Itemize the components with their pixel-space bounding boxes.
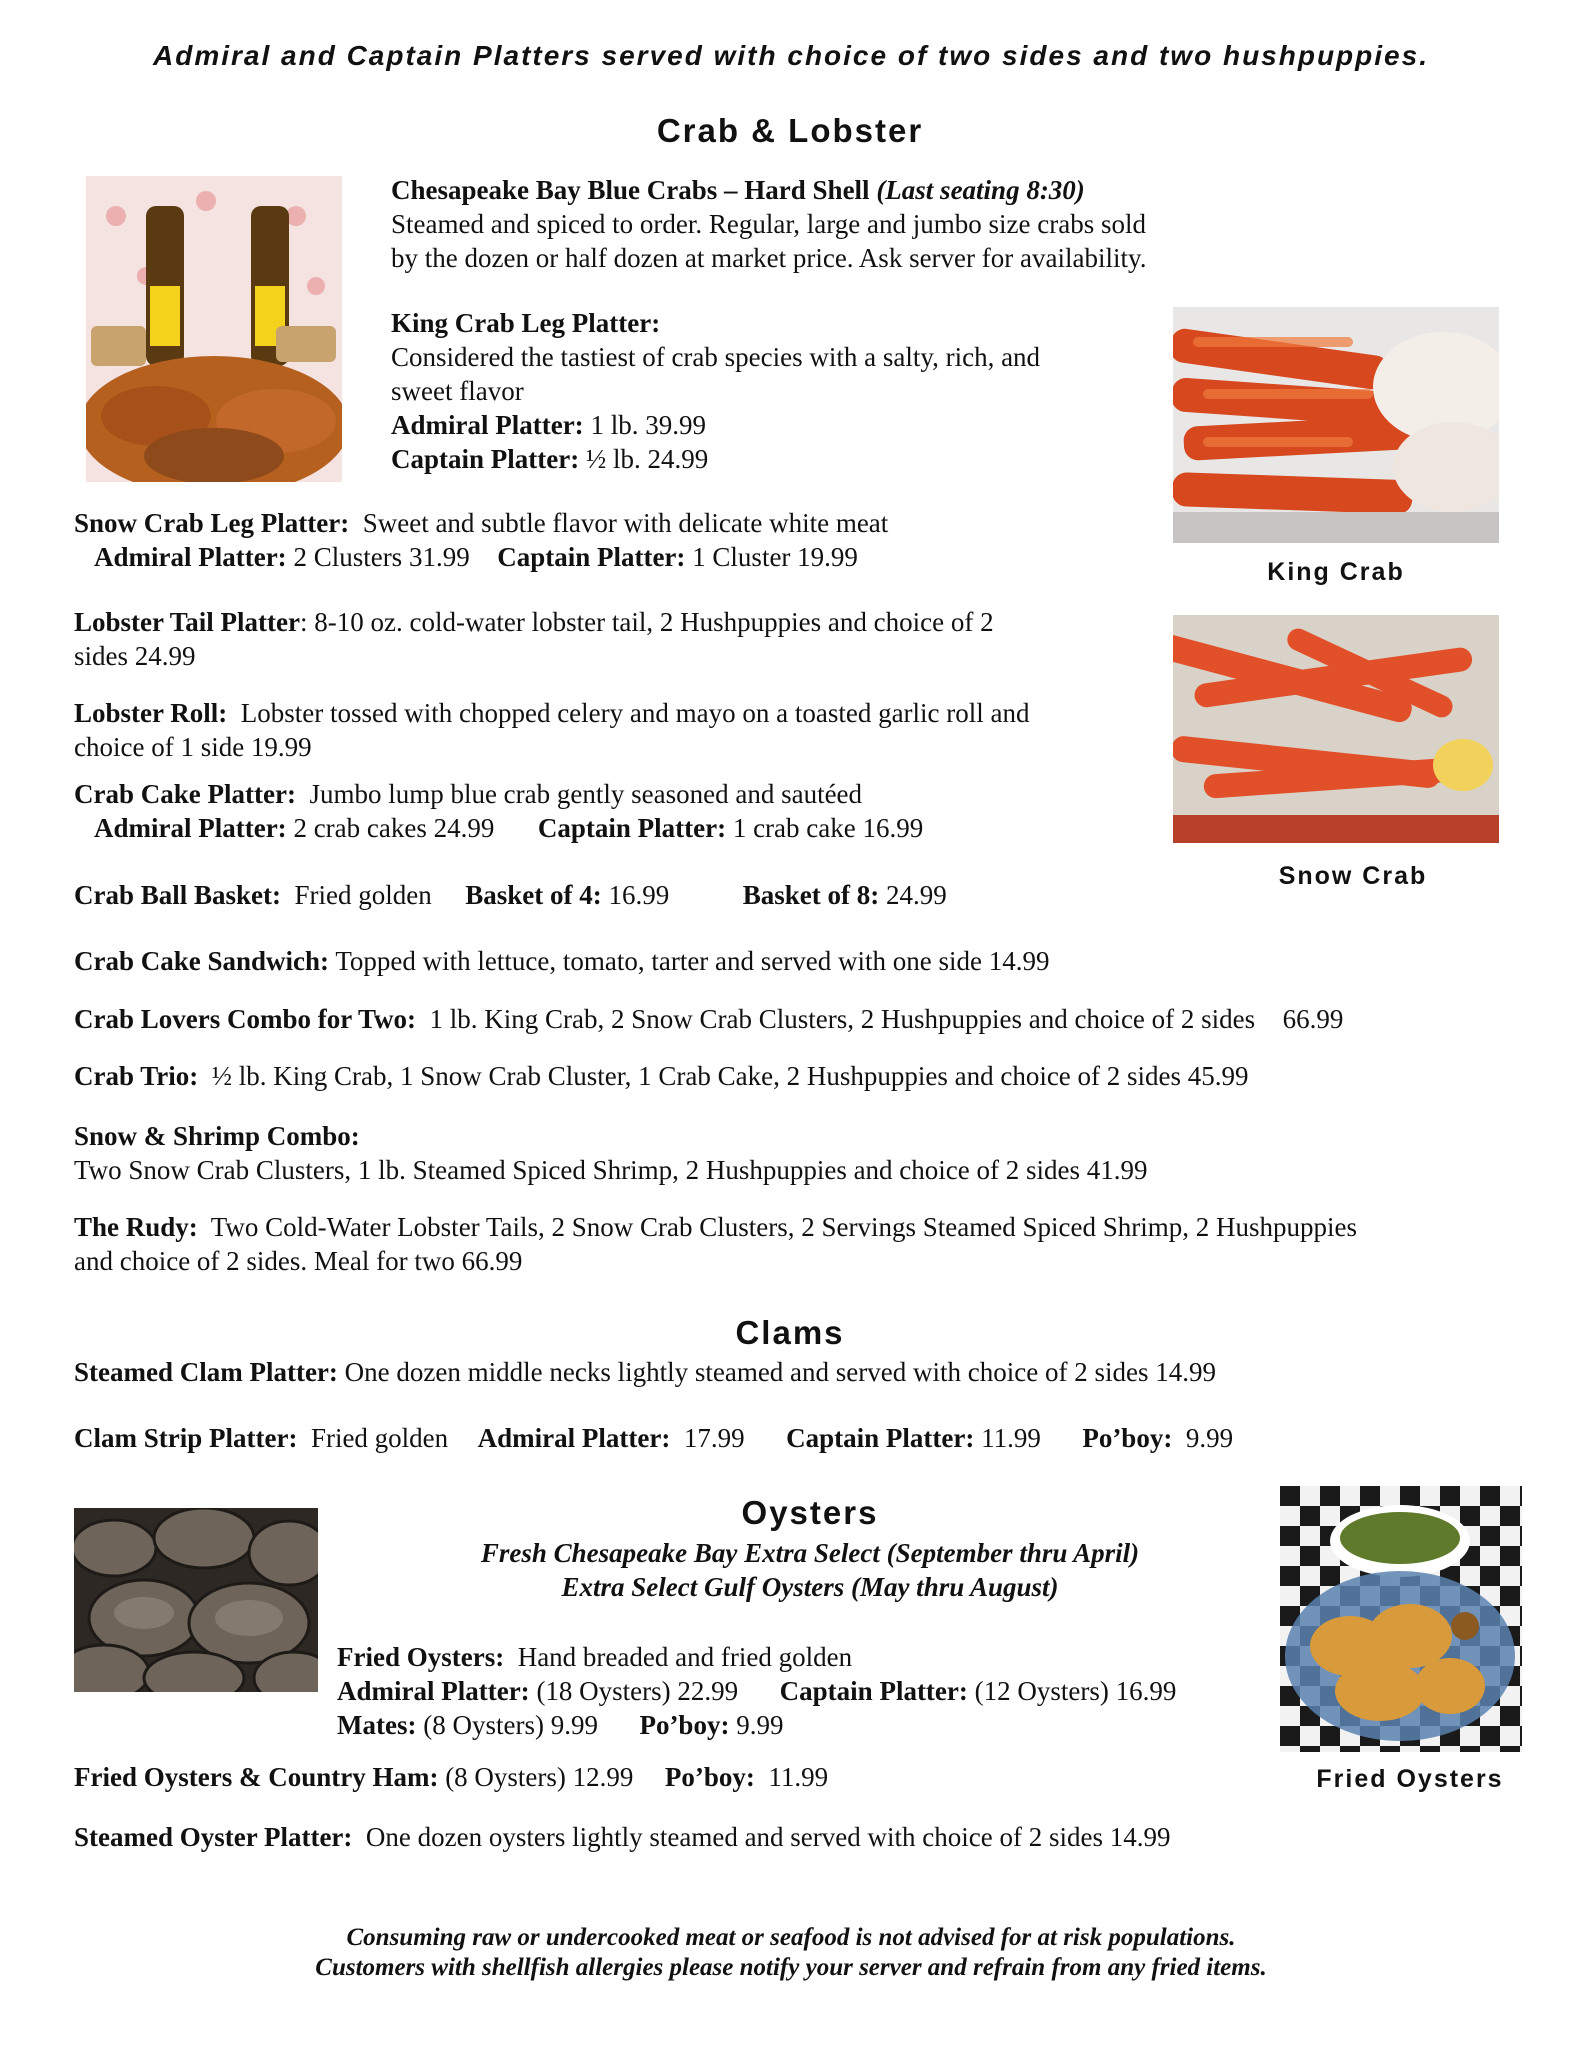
king-crab-captain-value: ½ lb. 24.99 — [585, 444, 709, 474]
snow-crab-captain-value: 1 Cluster 19.99 — [692, 542, 858, 572]
snow-shrimp-desc: Two Snow Crab Clusters, 1 lb. Steamed Spiced Shrimp, 2 Hushpuppies and choice of 2 sides 41.99 — [74, 1155, 1148, 1185]
fried-oysters-admiral-label: Admiral Platter: — [337, 1676, 530, 1706]
steamed-clam-desc: One dozen middle necks lightly steamed and served with choice of 2 sides 14.99 — [344, 1357, 1216, 1387]
section-heading-crab-lobster: Crab & Lobster — [656, 112, 924, 149]
lobster-tail-item — [74, 605, 1174, 673]
fried-oysters-captain-label: Captain Platter: — [779, 1676, 968, 1706]
crab-cake-captain-value: 1 crab cake 16.99 — [732, 813, 924, 843]
king-crab-desc-2: sweet flavor — [391, 376, 524, 406]
caption-snow-crab: Snow Crab — [1278, 862, 1428, 890]
crab-ball-b8-label: Basket of 8: — [742, 880, 880, 910]
clam-strip-desc: Fried golden — [310, 1423, 449, 1453]
snow-crab-item — [74, 506, 1174, 574]
crab-ball-name: Crab Ball Basket: — [74, 880, 282, 910]
oysters-ham-desc: (8 Oysters) 12.99 — [445, 1762, 634, 1792]
crab-cake-admiral-value: 2 crab cakes 24.99 — [293, 813, 495, 843]
rudy-desc-2: and choice of 2 sides. Meal for two 66.99 — [74, 1246, 523, 1276]
oysters-ham-item — [74, 1760, 1224, 1794]
fried-oysters-captain-value: (12 Oysters) 16.99 — [974, 1676, 1177, 1706]
clam-strip-admiral-label: Admiral Platter: — [477, 1423, 671, 1453]
clam-strip-poboy-label: Po’boy: — [1082, 1423, 1173, 1453]
crab-trio-desc: ½ lb. King Crab, 1 Snow Crab Cluster, 1 Crab Cake, 2 Hushpuppies and choice of 2 sides 45.99 — [211, 1061, 1249, 1091]
crab-cake-platter-item — [74, 777, 1174, 845]
blue-crabs-desc-2: by the dozen or half dozen at market price. Ask server for availability. — [391, 243, 1147, 273]
snow-shrimp-name: Snow & Shrimp Combo: — [74, 1121, 360, 1151]
blue-crabs-note: (Last seating 8:30) — [876, 175, 1085, 205]
king-crab-name: King Crab Leg Platter: — [391, 308, 661, 338]
steamed-oyster-desc: One dozen oysters lightly steamed and served with choice of 2 sides 14.99 — [365, 1822, 1171, 1852]
oysters-ham-poboy-label: Po’boy: — [664, 1762, 755, 1792]
steamed-oyster-item — [74, 1820, 1524, 1854]
steamed-oyster-name: Steamed Oyster Platter: — [74, 1822, 353, 1852]
snow-shrimp-item — [74, 1119, 1534, 1187]
lobster-roll-desc-2: choice of 1 side 19.99 — [74, 732, 312, 762]
blue-crabs-desc-1: Steamed and spiced to order. Regular, large and jumbo size crabs sold — [391, 209, 1146, 239]
crab-cake-sandwich-item — [74, 944, 1474, 978]
fried-oysters-photo — [1280, 1486, 1522, 1752]
clam-strip-name: Clam Strip Platter: — [74, 1423, 298, 1453]
crab-cake-platter-name: Crab Cake Platter: — [74, 779, 296, 809]
steamed-clam-name: Steamed Clam Platter: — [74, 1357, 338, 1387]
crab-ball-item — [74, 878, 1174, 912]
crab-cake-sandwich-name: Crab Cake Sandwich: — [74, 946, 330, 976]
rudy-name: The Rudy: — [74, 1212, 198, 1242]
oyster-subtitle-1: Fresh Chesapeake Bay Extra Select (September thru April) — [480, 1538, 1140, 1568]
crab-ball-b4-label: Basket of 4: — [465, 880, 602, 910]
lobster-roll-name: Lobster Roll: — [74, 698, 228, 728]
clam-strip-admiral-value: 17.99 — [683, 1423, 745, 1453]
crab-ball-desc: Fried golden — [294, 880, 432, 910]
snow-crab-photo — [1173, 615, 1499, 843]
oyster-subtitle-2: Extra Select Gulf Oysters (May thru August) — [561, 1572, 1059, 1602]
blue-crabs-photo — [86, 176, 342, 482]
clam-strip-captain-value: 11.99 — [981, 1423, 1041, 1453]
blue-crabs-item — [391, 173, 1271, 275]
fried-oysters-mates-label: Mates: — [337, 1710, 417, 1740]
fried-oysters-desc: Hand breaded and fried golden — [517, 1642, 853, 1672]
blue-crabs-name: Chesapeake Bay Blue Crabs – Hard Shell — [391, 175, 870, 205]
king-crab-admiral-label: Admiral Platter: — [391, 410, 584, 440]
crab-cake-sandwich-desc: Topped with lettuce, tomato, tarter and served with one side 14.99 — [335, 946, 1050, 976]
lobster-tail-desc-2: sides 24.99 — [74, 641, 196, 671]
crab-trio-item — [74, 1059, 1534, 1093]
rudy-item — [74, 1210, 1554, 1278]
caption-king-crab: King Crab — [1267, 558, 1405, 586]
snow-crab-admiral-value: 2 Clusters 31.99 — [293, 542, 470, 572]
king-crab-desc-1: Considered the tastiest of crab species with a salty, rich, and — [391, 342, 1041, 372]
clam-strip-poboy-value: 9.99 — [1185, 1423, 1234, 1453]
fried-oysters-poboy-label: Po’boy: — [639, 1710, 730, 1740]
crab-cake-platter-desc: Jumbo lump blue crab gently seasoned and sautéed — [309, 779, 863, 809]
king-crab-admiral-value: 1 lb. 39.99 — [590, 410, 706, 440]
crab-ball-b4-value: 16.99 — [608, 880, 670, 910]
footer-line-2: Customers with shellfish allergies please notify your server and refrain from any fried items. — [315, 1954, 1267, 1981]
clam-strip-item — [74, 1421, 1534, 1455]
king-crab-item — [391, 306, 1191, 476]
top-note: Admiral and Captain Platters served with choice of two sides and two hushpuppies. — [153, 40, 1429, 71]
crab-lovers-name: Crab Lovers Combo for Two: — [74, 1004, 416, 1034]
snow-crab-admiral-label: Admiral Platter: — [94, 542, 287, 572]
fried-oysters-item — [337, 1640, 1297, 1742]
oysters-ham-poboy-value: 11.99 — [768, 1762, 829, 1792]
snow-crab-captain-label: Captain Platter: — [497, 542, 686, 572]
footer-line-1: Consuming raw or undercooked meat or seafood is not advised for at risk populations. — [346, 1924, 1236, 1951]
caption-fried-oysters: Fried Oysters — [1316, 1765, 1504, 1793]
crab-lovers-price: 66.99 — [1282, 1004, 1344, 1034]
crab-lovers-desc: 1 lb. King Crab, 2 Snow Crab Clusters, 2 Hushpuppies and choice of 2 sides — [429, 1004, 1256, 1034]
snow-crab-name: Snow Crab Leg Platter: — [74, 508, 350, 538]
fried-oysters-poboy-value: 9.99 — [736, 1710, 784, 1740]
king-crab-captain-label: Captain Platter: — [391, 444, 580, 474]
clam-strip-captain-label: Captain Platter: — [786, 1423, 975, 1453]
fried-oysters-name: Fried Oysters: — [337, 1642, 505, 1672]
king-crab-photo — [1173, 307, 1499, 543]
crab-cake-admiral-label: Admiral Platter: — [94, 813, 287, 843]
section-heading-clams: Clams — [735, 1314, 845, 1351]
snow-crab-desc: Sweet and subtle flavor with delicate white meat — [362, 508, 889, 538]
lobster-tail-name: Lobster Tail Platter — [74, 607, 300, 637]
crab-ball-b8-value: 24.99 — [886, 880, 947, 910]
section-heading-oysters: Oysters — [741, 1494, 879, 1531]
crab-lovers-item — [74, 1002, 1534, 1036]
fried-oysters-mates-value: (8 Oysters) 9.99 — [423, 1710, 598, 1740]
crab-trio-name: Crab Trio: — [74, 1061, 199, 1091]
lobster-tail-desc-1: : 8-10 oz. cold-water lobster tail, 2 Hushpuppies and choice of 2 — [300, 607, 994, 637]
lobster-roll-desc-1: Lobster tossed with chopped celery and mayo on a toasted garlic roll and — [240, 698, 1030, 728]
oysters-ham-name: Fried Oysters & Country Ham: — [74, 1762, 439, 1792]
oysters-photo — [74, 1508, 318, 1692]
rudy-desc-1: Two Cold-Water Lobster Tails, 2 Snow Crab Clusters, 2 Servings Steamed Spiced Shrimp, 2 Hushpuppies — [210, 1212, 1357, 1242]
steamed-clam-item — [74, 1355, 1534, 1389]
crab-cake-captain-label: Captain Platter: — [537, 813, 727, 843]
fried-oysters-admiral-value: (18 Oysters) 22.99 — [536, 1676, 739, 1706]
lobster-roll-item — [74, 696, 1174, 764]
